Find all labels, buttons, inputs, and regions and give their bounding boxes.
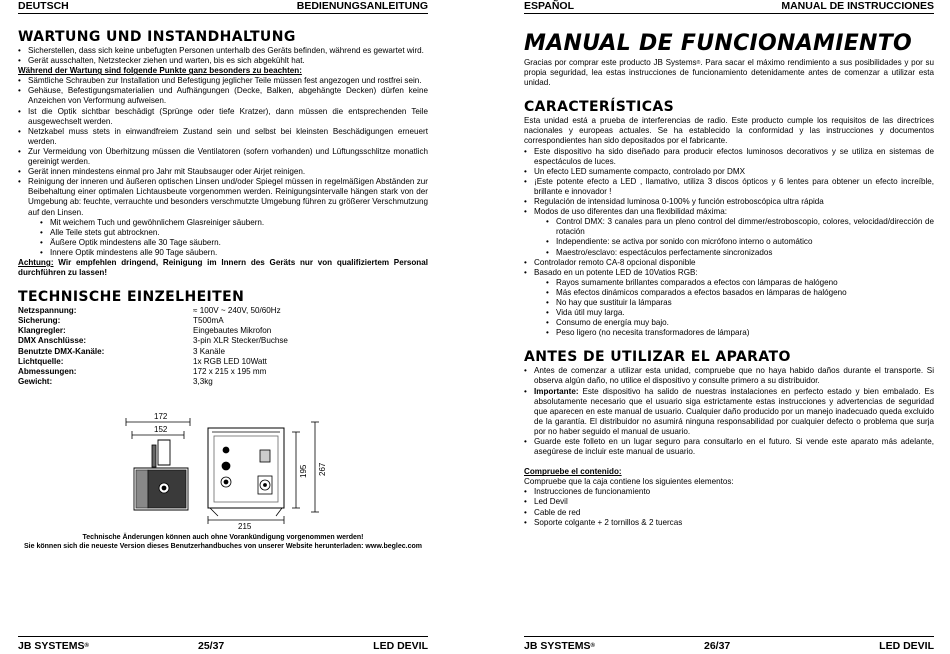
list-item: • No hay que sustituir la lámparas <box>546 298 934 308</box>
list-item: • Zur Vermeidung von Überhitzung müssen die Ventilatoren (sofern vorhanden) und Lüftungsschlitze monatlich gereinigt werden. <box>18 147 428 167</box>
list-item: • Peso ligero (no necesita transformadores de lámpara) <box>546 328 934 338</box>
list-item: • Más efectos dinámicos comparados a efectos basados en lámparas de halógeno <box>546 288 934 298</box>
spec-row: Klangregler: Eingebautes Mikrofon <box>18 326 272 336</box>
list-item: • Control DMX: 3 canales para un pleno control del dimmer/estroboscopio, colores, velocidad/dirección de rotación <box>546 217 934 237</box>
list-item: • Vida útil muy larga. <box>546 308 934 318</box>
cleaning-sublist <box>40 218 428 258</box>
footer-page-number: 26/37 <box>704 640 731 652</box>
page-footer <box>18 636 428 652</box>
footer-brand: JB SYSTEMS® <box>524 640 595 652</box>
spec-row: DMX Anschlüsse: 3-pin XLR Stecker/Buchse <box>18 336 288 346</box>
page-footer <box>524 636 934 652</box>
header-language: ESPAÑOL <box>524 0 574 12</box>
list-item: • Alle Teile stets gut abtrocknen. <box>40 228 428 238</box>
list-item: • Ist die Optik sichtbar beschädigt (Sprünge oder tiefe Kratzer), dann müssen die entsprechenden Teile ausgewechselt werden. <box>18 107 428 127</box>
header-language: DEUTSCH <box>18 0 69 12</box>
intro-paragraph: Gracias por comprar este producto JB Systems®. Para sacar el máximo rendimiento a sus posibilidades y por su propia seguridad, lea estas instrucciones de funcionamiento detenidamente antes de comenzar a utilizar esta unidad. <box>524 58 934 88</box>
list-item: • Consumo de energía muy bajo. <box>546 318 934 328</box>
footer-page-number: 25/37 <box>198 640 225 652</box>
list-item: • Mit weichem Tuch und gewöhnlichem Glasreiniger säubern. <box>40 218 428 228</box>
notice-changes: Technische Änderungen können auch ohne Vorankündigung vorgenommen werden! <box>82 534 364 541</box>
spec-row: Sicherung: T500mA <box>18 316 224 326</box>
dimension-drawing <box>100 410 340 530</box>
page-right <box>475 0 950 654</box>
check-contents-heading: Compruebe el contenido: <box>524 467 622 477</box>
list-item: • Äußere Optik mindestens alle 30 Tage säubern. <box>40 238 428 248</box>
list-item: • Antes de comenzar a utilizar esta unidad, compruebe que no haya habido daños durante el transporte. Si observa algún daño, no utilice el dispositivo y consulte primero a su distribuidor. <box>524 366 934 386</box>
footer-product: LED DEVIL <box>373 640 428 652</box>
list-item: • Soporte colgante + 2 tornillos & 2 tuercas <box>524 518 934 528</box>
spec-row: Abmessungen: 172 x 215 x 195 mm <box>18 366 267 376</box>
spec-row: Lichtquelle: 1x RGB LED 10Watt <box>18 356 267 366</box>
dim-152-label: 152 <box>154 425 168 434</box>
header-title: BEDIENUNGSANLEITUNG <box>296 0 428 12</box>
maintenance-list-1 <box>18 46 428 66</box>
features-intro: Esta unidad está a prueba de interferencias de radio. Este producto cumple los requisitos de las directrices nacionales y europeas actuales. Se ha establecido la conformidad y las instrucciones y documentos correspondientes han sido depositados por el fabricante. <box>524 116 934 146</box>
spec-row: Gewicht: 3,3kg <box>18 376 213 386</box>
warning-text: Wir empfehlen dringend, Reinigung im Innern des Geräts nur von qualifiziertem Personal durchführen zu lassen! <box>18 257 428 278</box>
list-item: • Rayos sumamente brillantes comparados a efectos con lámparas de halógeno <box>546 278 934 288</box>
led-sublist <box>546 278 934 339</box>
section-title-specs: TECHNISCHE EINZELHEITEN <box>18 289 245 306</box>
spec-row: Netzspannung: ≈ 100V ~ 240V, 50/60Hz <box>18 306 281 316</box>
section-title-before-use: ANTES DE UTILIZAR EL APARATO <box>524 349 791 366</box>
page-header <box>18 0 428 14</box>
modes-sublist <box>546 217 934 257</box>
list-item: • Led Devil <box>524 497 934 507</box>
features-list-2 <box>524 258 934 278</box>
list-item: • Controlador remoto CA-8 opcional disponible <box>524 258 934 268</box>
warning-note <box>18 258 428 278</box>
list-item: • Sicherstellen, dass sich keine unbefugten Personen unterhalb des Geräts befinden, während es gewartet wird. <box>18 46 428 56</box>
warning-label: Achtung: <box>18 257 54 267</box>
dim-195-label: 195 <box>299 464 308 478</box>
dim-172-label: 172 <box>154 412 168 421</box>
list-item: • Modos de uso diferentes dan una flexibilidad máxima: <box>524 207 934 217</box>
right-content <box>524 30 934 528</box>
list-item: • Instrucciones de funcionamiento <box>524 487 934 497</box>
spec-table <box>18 306 428 387</box>
page-title: MANUAL DE FUNCIONAMIENTO <box>524 31 913 56</box>
list-item: • Guarde este folleto en un lugar seguro para consultarlo en el futuro. Si vende este aparato más adelante, asegúrese de incluir este manual de usuario. <box>524 437 934 457</box>
section-title-maintenance: WARTUNG UND INSTANDHALTUNG <box>18 29 296 45</box>
spec-row: Benutzte DMX-Kanäle: 3 Kanäle <box>18 346 225 356</box>
maintenance-heading: Während der Wartung sind folgende Punkte ganz besonders zu beachten: <box>18 66 302 76</box>
page-header <box>524 0 934 14</box>
footer-product: LED DEVIL <box>879 640 934 652</box>
list-item: • Innere Optik mindestens alle 90 Tage säubern. <box>40 248 428 258</box>
notice-download: Sie können sich die neueste Version dieses Benutzerhandbuches von unserer Website herunterladen: www.beglec.com <box>24 543 422 550</box>
list-item: • Importante: Este dispositivo ha salido de nuestras instalaciones en perfecto estado y bien embalado. Es absolutamente necesario que el usuario siga estrictamente estas instrucciones y advertencias de seguridad que aparecen en este manual de usuario. Cualquier daño producido por un manejo inadecuado queda excluido de la garantía. El distribuidor no asumirá ninguna responsabilidad por cualquier defecto o problema que surja por no haber seguido el manual de usuario. <box>524 387 934 437</box>
header-title: MANUAL DE INSTRUCCIONES <box>781 0 934 12</box>
list-item: • Reinigung der inneren und äußeren optischen Linsen und/oder Spiegel müssen in regelmäßigen Abständen zur Beibehaltung einer optimalen Lichtausbeute vorgenommen werden. Reinigungsintervalle hängen stark von der Umgebung ab: feuchte, verrauchte und besonders verschmutzte Umgebung führen zu größerer Verschmutzung auf den Linsen. <box>18 177 428 217</box>
list-item: • Gerät innen mindestens einmal pro Jahr mit Staubsauger oder Airjet reinigen. <box>18 167 428 177</box>
list-item: • Este dispositivo ha sido diseñado para producir efectos luminosos decorativos y se utiliza en sistemas de espectáculos de luces. <box>524 147 934 167</box>
check-contents-intro: Compruebe que la caja contiene los siguientes elementos: <box>524 477 734 487</box>
list-item: • Sämtliche Schrauben zur Installation und Befestigung jeglicher Teile müssen fest angezogen und rostfrei sein. <box>18 76 428 86</box>
list-item: • Gerät ausschalten, Netzstecker ziehen und warten, bis es sich abgekühlt hat. <box>18 56 428 66</box>
footer-brand: JB SYSTEMS® <box>18 640 89 652</box>
features-list <box>524 147 934 218</box>
dim-215-label: 215 <box>238 522 252 530</box>
list-item: • Basado en un potente LED de 10Vatios RGB: <box>524 268 934 278</box>
contents-list <box>524 487 934 527</box>
left-content <box>18 28 428 387</box>
list-item: • Maestro/esclavo: espectáculos perfectamente sincronizados <box>546 248 934 258</box>
maintenance-list-2 <box>18 76 428 217</box>
list-item: • Netzkabel muss stets in einwandfreiem Zustand sein und selbst bei kleinsten Beschädigungen erneuert werden. <box>18 127 428 147</box>
before-use-list <box>524 366 934 457</box>
list-item: • Independiente: se activa por sonido con micrófono interno o automático <box>546 237 934 247</box>
list-item: • Un efecto LED sumamente compacto, controlado por DMX <box>524 167 934 177</box>
list-item: • ¡Este potente efecto a LED , llamativo, utiliza 3 discos ópticos y 6 lentes para obtener un efecto increíble, brillante e innovador ! <box>524 177 934 197</box>
list-item: • Gehäuse, Befestigungsmaterialien und Aufhängungen (Decke, Balken, abgehängte Decken) dürfen keine Anzeichen von Verformung aufweisen. <box>18 86 428 106</box>
list-item: • Cable de red <box>524 508 934 518</box>
dim-267-label: 267 <box>318 462 327 476</box>
section-title-features: CARACTERÍSTICAS <box>524 99 675 116</box>
list-item: • Regulación de intensidad luminosa 0-100% y función estroboscópica ultra rápida <box>524 197 934 207</box>
